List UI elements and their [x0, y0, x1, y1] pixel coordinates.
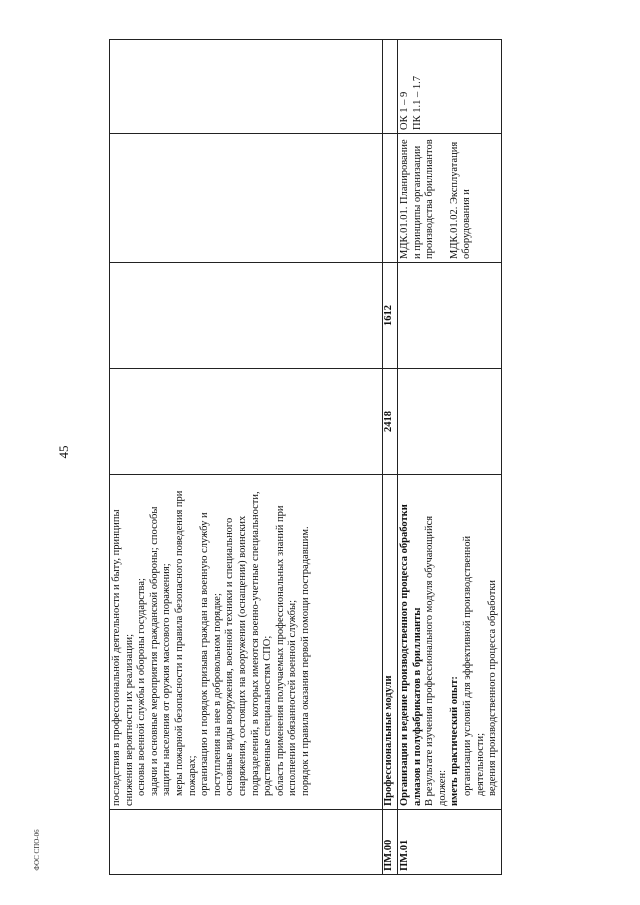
empty-cell [398, 369, 502, 475]
competence-ok: ОК 1 – 9 [399, 91, 410, 130]
max-load: 2418 [383, 369, 398, 475]
module-subhead: иметь практический опыт: [449, 676, 461, 806]
empty-cell [383, 134, 398, 263]
content-line: основы военной службы и обороны государства; [136, 578, 148, 796]
content-line: меры пожарной безопасности и правила безопасного поведения при пожарах; [173, 490, 198, 796]
required-load: 1612 [383, 263, 398, 369]
content-line: порядок и правила оказания первой помощи пострадавшим. [299, 526, 311, 796]
table-row [383, 40, 398, 875]
module-intro: В результате изучения профессионального модуля обучающийся должен: [424, 515, 448, 806]
code-cell [110, 810, 383, 875]
empty-cell [110, 263, 383, 369]
content-cell [110, 475, 383, 810]
module-title: Организация и ведение производственного процесса обработки алмазов и полуфабрикатов в бриллианты [399, 504, 423, 806]
table-row [110, 40, 383, 875]
content-line: область применения получаемых профессиональных знаний при исполнении обязанностей военной службы; [274, 505, 299, 796]
rotated-page-content [109, 40, 499, 875]
competences-cell [398, 40, 502, 134]
content-line: задачи и основные мероприятия гражданской обороны; способы защиты населения от оружия массового поражения; [148, 506, 173, 796]
empty-cell [398, 263, 502, 369]
mdk-cell [398, 134, 502, 263]
page-number: 45 [56, 445, 71, 459]
content-line: последствия в профессиональной деятельности и быту, принципы снижения вероятности их реализации; [111, 509, 135, 806]
content-cell [398, 475, 502, 810]
code-cell: ПМ.01 [398, 810, 502, 875]
content-line: ведения производственного процесса обработки [487, 579, 499, 796]
mdk-item: МДК.01.01. Планирование и принципы организации производства бриллиантов [399, 139, 436, 259]
footer-code: ФОС СПО-06 [33, 829, 41, 871]
table-row [398, 40, 502, 875]
empty-cell [383, 40, 398, 134]
empty-cell [110, 369, 383, 475]
content-line: организации условий для эффективной производственной деятельности; [461, 535, 486, 796]
curriculum-table [109, 39, 502, 875]
competence-pk: ПК 1.1 – 1.7 [411, 76, 423, 130]
code-cell: ПМ.00 [383, 810, 398, 875]
mdk-item: МДК.01.02. Эксплуатация оборудования и [448, 141, 473, 259]
empty-cell [110, 134, 383, 263]
content-line: основные виды вооружения, военной техники и специального снаряжения, состоящих на вооружении (оснащении) воинских подразделений, в которых имеются военно-учетные специальности, родственные специальностям СПО; [224, 491, 274, 796]
empty-cell [110, 40, 383, 134]
section-name: Профессиональные модули [383, 475, 398, 810]
content-line: организацию и порядок призыва граждан на военную службу и поступления на нее в добровольном порядке; [199, 512, 223, 796]
